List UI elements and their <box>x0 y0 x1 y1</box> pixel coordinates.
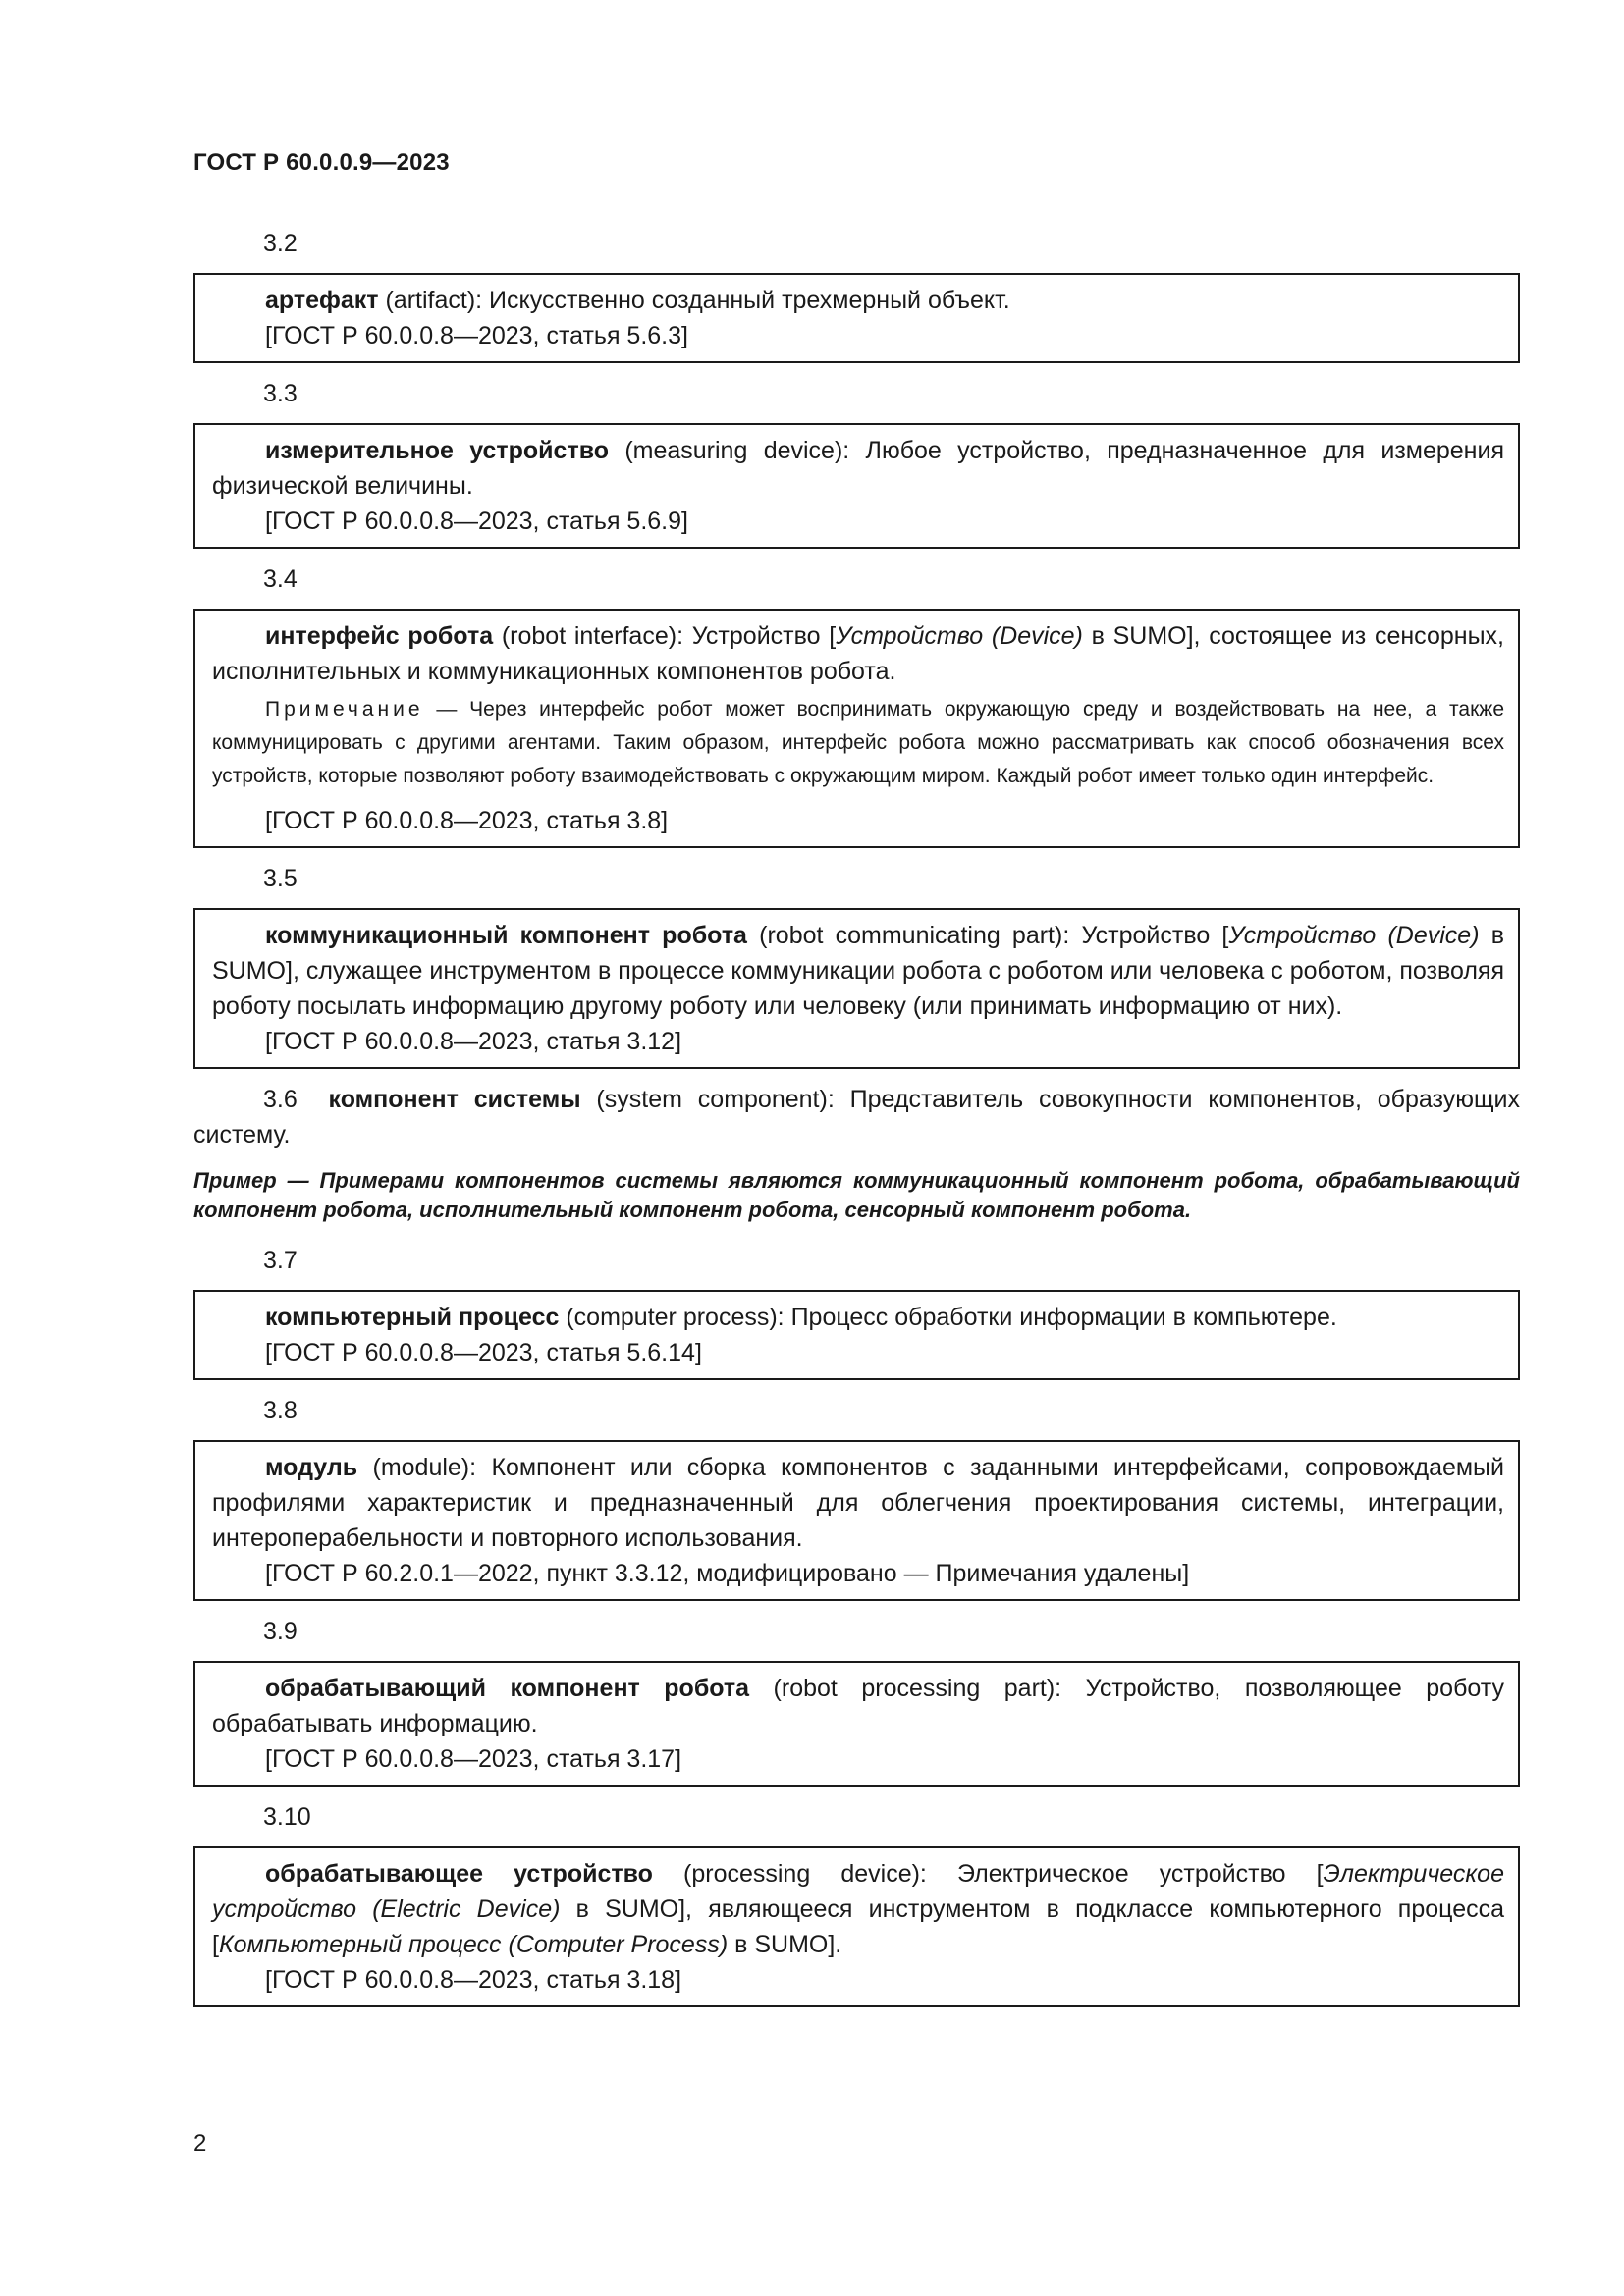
source-reference: [ГОСТ Р 60.0.0.8—2023, статья 5.6.14] <box>265 1339 702 1366</box>
definition-text: (module): Компонент или сборка компонентов с заданными интерфейсами, сопровождаемый профилями характеристик и предназначенный для облегчения проектирования системы, интеграции, интероперабельности и повторного использования. <box>212 1454 1504 1552</box>
definition-text: (computer process): Процесс обработки информации в компьютере. <box>559 1304 1337 1331</box>
term-entry-box <box>193 1846 1520 2007</box>
definition <box>212 1300 1504 1335</box>
term: модуль <box>265 1454 358 1481</box>
source-reference: [ГОСТ Р 60.0.0.8—2023, статья 3.18] <box>265 1966 682 1994</box>
term: интерфейс робота <box>265 622 494 650</box>
definition-italic: Устройство (Device) <box>1228 922 1480 949</box>
definition-text: (robot communicating part): Устройство [ <box>746 922 1229 949</box>
term: компьютерный процесс <box>265 1304 560 1331</box>
definition-text: в SUMO], состоящее из сенсорных, исполнительных и коммуникационных компонентов робота. <box>212 622 1504 685</box>
entry-number: 3.5 <box>263 865 298 892</box>
term: обрабатывающее устройство <box>265 1860 653 1888</box>
entry-number: 3.10 <box>263 1803 311 1831</box>
term: измерительное устройство <box>265 437 609 464</box>
definition-text: (measuring device): Любое устройство, предназначенное для измерения физической величины. <box>212 437 1504 500</box>
definition <box>212 1450 1504 1556</box>
term-entry-box <box>193 1290 1520 1380</box>
entry-number: 3.4 <box>263 565 298 593</box>
term-entry-box <box>193 609 1520 848</box>
definition-text: в SUMO], являющееся инструментом в подклассе компьютерного процесса [ <box>212 1896 1504 1958</box>
entry-number: 3.7 <box>263 1247 298 1274</box>
definition <box>212 1856 1504 1962</box>
note <box>212 693 1504 793</box>
definition <box>212 433 1504 504</box>
term-entry-box <box>193 273 1520 363</box>
entry-number: 3.2 <box>263 230 298 257</box>
example-note: Пример — Примерами компонентов системы являются коммуникационный компонент робота, обрабатывающий компонент робота, исполнительный компонент робота, сенсорный компонент робота. <box>193 1168 1520 1222</box>
note-text: — Через интерфейс робот может воспринимать окружающую среду и воздействовать на нее, а также коммуницировать с другими агентами. Таким образом, интерфейс робота можно рассматривать как способ обозначения всех устройств, которые позволяют роботу взаимодействовать с окружающим миром. Каждый робот имеет только один интерфейс. <box>212 698 1504 787</box>
term-entry-box <box>193 1440 1520 1601</box>
definition-text: (robot interface): Устройство [ <box>493 622 837 650</box>
definition <box>212 283 1504 318</box>
definition <box>212 918 1504 1024</box>
entry-number: 3.8 <box>263 1397 298 1424</box>
source-reference: [ГОСТ Р 60.2.0.1—2022, пункт 3.3.12, модифицировано — Примечания удалены] <box>265 1560 1190 1587</box>
term: коммуникационный компонент робота <box>265 922 747 949</box>
source-reference: [ГОСТ Р 60.0.0.8—2023, статья 3.17] <box>265 1745 682 1773</box>
definition <box>212 1671 1504 1741</box>
source-reference: [ГОСТ Р 60.0.0.8—2023, статья 5.6.9] <box>265 507 688 535</box>
entry-number: 3.3 <box>263 380 298 407</box>
page-number: 2 <box>193 2130 207 2157</box>
definition-text: (artifact): Искусственно созданный трехмерный объект. <box>378 287 1010 314</box>
definition-text: в SUMO], служащее инструментом в процессе коммуникации робота с роботом или человека с роботом, позволяя роботу посылать информацию другому роботу или человеку (или принимать информацию от них). <box>212 922 1504 1020</box>
definition-text: (system component): Представитель совокупности компонентов, образующих систему. <box>193 1086 1520 1148</box>
definition-italic: Устройство (Device) <box>836 622 1083 650</box>
source-reference: [ГОСТ Р 60.0.0.8—2023, статья 3.12] <box>265 1028 682 1055</box>
document-header: ГОСТ Р 60.0.0.9—2023 <box>193 149 450 176</box>
entry-number: 3.6 <box>263 1086 298 1113</box>
definition <box>193 1082 1520 1152</box>
term-entry-box <box>193 908 1520 1069</box>
note-label: Примечание <box>265 698 424 721</box>
source-reference: [ГОСТ Р 60.0.0.8—2023, статья 3.8] <box>265 807 669 834</box>
term: компонент системы <box>328 1086 581 1113</box>
term: обрабатывающий компонент робота <box>265 1675 750 1702</box>
definition-italic: Электрическое устройство (Electric Device) <box>212 1860 1504 1923</box>
term: артефакт <box>265 287 379 314</box>
definition-text: (robot processing part): Устройство, позволяющее роботу обрабатывать информацию. <box>212 1675 1504 1737</box>
definition <box>212 618 1504 689</box>
definition-italic: Компьютерный процесс (Computer Process) <box>218 1931 729 1958</box>
entry-number: 3.9 <box>263 1618 298 1645</box>
term-entry-box <box>193 423 1520 549</box>
definition-text: в SUMO]. <box>728 1931 842 1958</box>
terms-section <box>193 226 1520 2020</box>
source-reference: [ГОСТ Р 60.0.0.8—2023, статья 5.6.3] <box>265 322 688 349</box>
term-entry-box <box>193 1661 1520 1787</box>
definition-text: (processing device): Электрическое устройство [ <box>652 1860 1324 1888</box>
